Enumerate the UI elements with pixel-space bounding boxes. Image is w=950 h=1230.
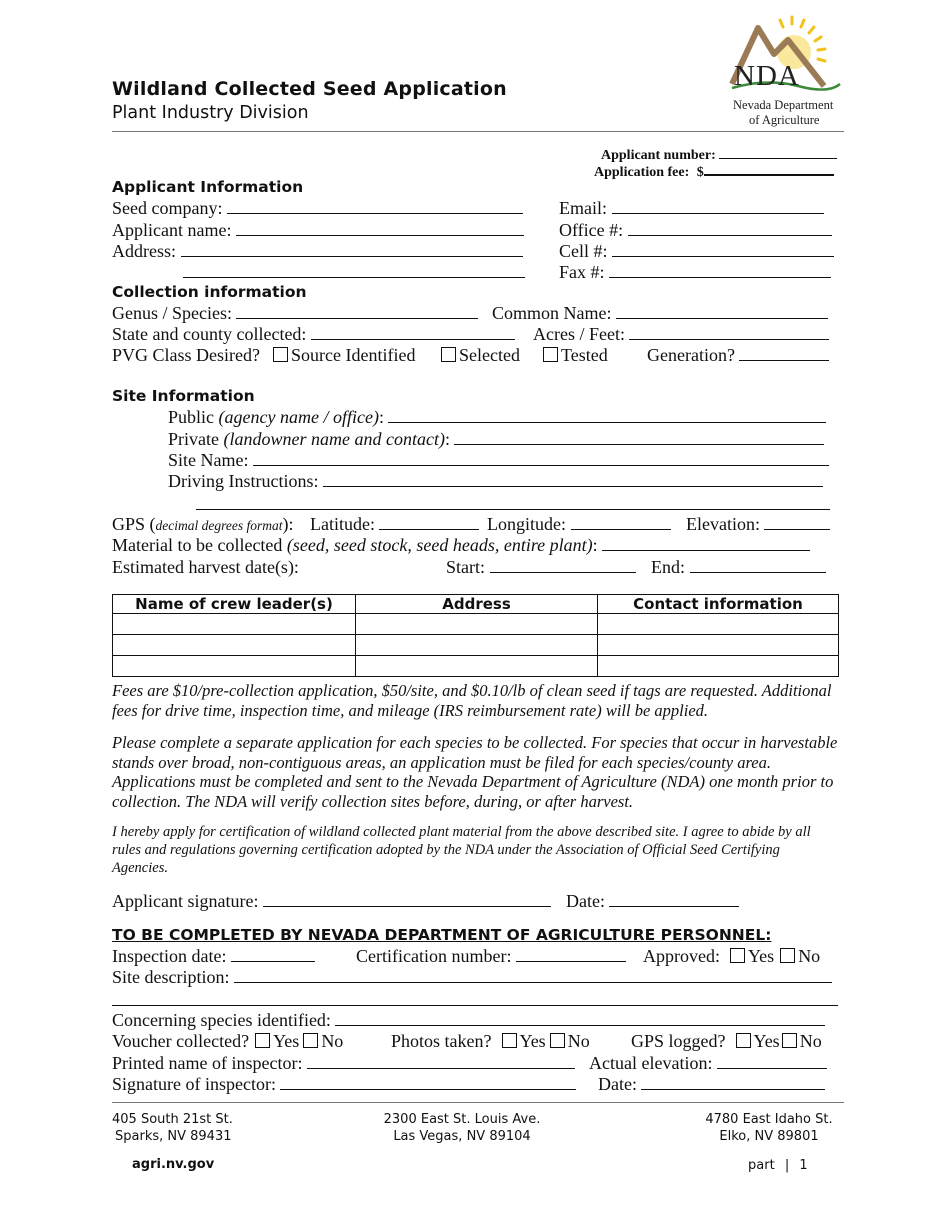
photos-no-checkbox[interactable] (550, 1033, 565, 1048)
voucher-no-label: No (321, 1031, 344, 1051)
tested-label: Tested (561, 345, 608, 365)
photos-yes-checkbox[interactable] (502, 1033, 517, 1048)
inspection-date-field[interactable] (231, 946, 315, 962)
fax-field[interactable] (609, 262, 831, 278)
crew-name-cell[interactable] (113, 635, 356, 656)
site-name-field[interactable] (253, 450, 829, 466)
cell-field[interactable] (612, 241, 834, 257)
elko-street: 4780 East Idaho St. (705, 1112, 833, 1127)
inspector-signature-label: Signature of inspector: (112, 1074, 276, 1094)
common-name-row (492, 303, 828, 323)
applicant-number-field[interactable] (719, 146, 837, 159)
harvest-start-row (446, 557, 636, 577)
email-field[interactable] (612, 198, 824, 214)
inspector-signature-field[interactable] (280, 1074, 576, 1090)
fax-row (559, 262, 831, 282)
gps-yes-checkbox[interactable] (736, 1033, 751, 1048)
source-identified-label: Source Identified (291, 345, 416, 365)
page-label: part (748, 1158, 775, 1173)
site-info-heading: Site Information (112, 387, 255, 405)
crew-table-header (113, 595, 839, 614)
crew-name-cell[interactable] (113, 614, 356, 635)
gps-logged-label: GPS logged? (631, 1031, 726, 1051)
voucher-row (112, 1031, 343, 1051)
fees-paragraph: Fees are $10/pre-collection application, $50/site, and $0.10/lb of clean seed if tags are requested. Additional fees for drive time, inspection time, and mileage (IRS reimbursement rate) will be applied. (112, 681, 832, 720)
site-description-field-2[interactable] (112, 990, 838, 1006)
currency-symbol: $ (696, 165, 704, 180)
latitude-field[interactable] (379, 514, 479, 530)
site-description-field-1[interactable] (234, 967, 832, 983)
longitude-label: Longitude: (487, 514, 566, 534)
seed-company-field[interactable] (227, 198, 523, 214)
division-subtitle: Plant Industry Division (112, 103, 309, 123)
form-title: Wildland Collected Seed Application (112, 78, 507, 100)
pvg-class-label: PVG Class Desired? (112, 345, 260, 365)
selected-checkbox[interactable] (441, 347, 456, 362)
certification-number-field[interactable] (516, 946, 626, 962)
material-row: Material to be collected (seed, seed stock, seed heads, entire plant): (112, 535, 810, 555)
instructions-paragraph: Please complete a separate application for each species to be collected. For species that occur in harvestable stands over broad, non-contiguous areas, an application must be filed for each species/county area. Applications must be completed and sent to the Nevada Department of Agriculture (NDA) one month prior to collection. The NDA will verify collection sites before, during, or after harvest. (112, 733, 838, 811)
crew-contact-cell[interactable] (598, 656, 839, 677)
pvg-option-selected[interactable] (441, 345, 520, 365)
harvest-start-field[interactable] (490, 557, 636, 573)
voucher-yes-checkbox[interactable] (255, 1033, 270, 1048)
inspector-date-label: Date: (598, 1074, 637, 1094)
genus-species-label: Genus / Species: (112, 303, 232, 323)
gps-no-label: No (799, 1031, 822, 1051)
voucher-label: Voucher collected? (112, 1031, 250, 1051)
approved-no-label: No (798, 946, 821, 966)
sparks-city: Sparks, NV 89431 (115, 1129, 232, 1144)
address-field-1[interactable] (181, 241, 523, 257)
private-field[interactable] (454, 429, 824, 445)
office-field[interactable] (628, 220, 832, 236)
applicant-number-label: Applicant number: (601, 148, 716, 163)
crew-address-cell[interactable] (356, 635, 598, 656)
certification-paragraph: I hereby apply for certification of wildland collected plant material from the above described site. I agree to abide by all rules and regulations governing certification adopted by the NDA under the Association of Official Seed Certifying Agencies. (112, 824, 811, 876)
certification-number-label: Certification number: (356, 946, 512, 966)
page-indicator (748, 1158, 808, 1173)
photos-yes-label: Yes (519, 1031, 546, 1051)
driving-field-1[interactable] (323, 471, 823, 487)
crew-address-column-header: Address (356, 595, 598, 614)
applicant-date-field[interactable] (609, 891, 739, 907)
material-hint: (seed, seed stock, seed heads, entire plant) (286, 535, 593, 555)
nda-section-heading: TO BE COMPLETED BY NEVADA DEPARTMENT OF AGRICULTURE PERSONNEL: (112, 926, 772, 944)
source-identified-checkbox[interactable] (273, 347, 288, 362)
footer-address-elko (694, 1111, 844, 1145)
harvest-end-label: End: (651, 557, 685, 577)
las-vegas-street: 2300 East St. Louis Ave. (383, 1112, 541, 1127)
gps-hint: decimal degrees format (155, 518, 283, 533)
logo-abbr: NDA (734, 60, 800, 92)
acres-feet-field[interactable] (629, 324, 829, 340)
pvg-option-tested[interactable] (543, 345, 608, 365)
actual-elevation-label: Actual elevation: (589, 1053, 713, 1073)
elevation-row (686, 514, 830, 534)
gps-row (112, 514, 294, 536)
concerning-species-field[interactable] (335, 1010, 825, 1026)
logo-line-2: of Agriculture (749, 113, 820, 127)
gps-logged-row (631, 1031, 822, 1051)
photos-no-label: No (567, 1031, 590, 1051)
concerning-species-label: Concerning species identified: (112, 1010, 331, 1030)
acres-feet-row (533, 324, 829, 344)
driving-row (168, 471, 823, 491)
address-label: Address: (112, 241, 176, 261)
material-label: Material to be collected (112, 535, 283, 555)
applicant-date-row (566, 891, 739, 911)
driving-label: Driving Instructions: (168, 471, 319, 491)
applicant-name-field[interactable] (236, 220, 524, 236)
cell-label: Cell #: (559, 241, 608, 261)
public-field[interactable] (388, 407, 826, 423)
certification-number-row (356, 946, 626, 966)
elko-city: Elko, NV 89801 (719, 1129, 819, 1144)
longitude-row (487, 514, 671, 534)
genus-species-row (112, 303, 478, 323)
state-county-row (112, 324, 515, 344)
approved-yes-checkbox[interactable] (730, 948, 745, 963)
longitude-field[interactable] (571, 514, 671, 530)
public-hint: (agency name / office) (218, 407, 379, 427)
site-description-row (112, 967, 832, 987)
applicant-name-row (112, 220, 524, 240)
genus-species-field[interactable] (236, 303, 478, 319)
printed-name-field[interactable] (307, 1053, 575, 1069)
site-name-label: Site Name: (168, 450, 249, 470)
photos-label: Photos taken? (391, 1031, 492, 1051)
site-name-row (168, 450, 829, 470)
collection-info-heading: Collection information (112, 283, 307, 301)
footer-address-sparks (112, 1111, 233, 1145)
public-label: Public (168, 407, 215, 427)
crew-contact-column-header: Contact information (598, 595, 839, 614)
nda-logo (728, 14, 844, 130)
harvest-end-field[interactable] (690, 557, 826, 573)
private-hint: (landowner name and contact) (223, 429, 445, 449)
application-fee-row (594, 162, 834, 181)
crew-contact-cell[interactable] (598, 635, 839, 656)
generation-field[interactable] (739, 345, 829, 361)
approved-label: Approved: (643, 946, 720, 966)
sparks-street: 405 South 21st St. (112, 1112, 233, 1127)
address-row (112, 241, 523, 261)
footer-divider (112, 1102, 844, 1103)
latitude-row (310, 514, 479, 534)
crew-name-cell[interactable] (113, 656, 356, 677)
footer-address-las-vegas (372, 1111, 552, 1145)
elevation-field[interactable] (764, 514, 830, 530)
seed-company-label: Seed company: (112, 198, 223, 218)
harvest-start-label: Start: (446, 557, 485, 577)
common-name-label: Common Name: (492, 303, 612, 323)
material-field[interactable] (602, 535, 810, 551)
gps-close: ): (282, 514, 294, 534)
harvest-label: Estimated harvest date(s): (112, 557, 299, 577)
private-label: Private (168, 429, 219, 449)
page-separator: | (784, 1158, 790, 1173)
printed-name-label: Printed name of inspector: (112, 1053, 303, 1073)
crew-address-cell[interactable] (356, 656, 598, 677)
table-row (113, 656, 839, 677)
approved-row (643, 946, 820, 966)
cell-row (559, 241, 834, 261)
crew-address-cell[interactable] (356, 614, 598, 635)
driving-field-2[interactable] (196, 494, 830, 510)
crew-contact-cell[interactable] (598, 614, 839, 635)
application-fee-label: Application fee: (594, 165, 690, 180)
voucher-no-checkbox[interactable] (303, 1033, 318, 1048)
generation-row (647, 345, 829, 365)
selected-label: Selected (459, 345, 520, 365)
applicant-signature-label: Applicant signature: (112, 891, 259, 911)
voucher-yes-label: Yes (273, 1031, 300, 1051)
gps-no-checkbox[interactable] (782, 1033, 797, 1048)
gps-label: GPS ( (112, 514, 156, 534)
actual-elevation-row (589, 1053, 827, 1073)
gps-yes-label: Yes (753, 1031, 780, 1051)
applicant-name-label: Applicant name: (112, 220, 232, 240)
website-link[interactable]: agri.nv.gov (132, 1157, 215, 1172)
applicant-signature-row (112, 891, 551, 911)
private-row: Private (landowner name and contact): (168, 429, 824, 449)
pvg-option-source-identified[interactable] (273, 345, 415, 365)
crew-leader-table (112, 594, 839, 677)
elevation-label: Elevation: (686, 514, 760, 534)
public-row: Public (agency name / office): (168, 407, 826, 427)
seed-company-row (112, 198, 523, 218)
state-county-label: State and county collected: (112, 324, 307, 344)
applicant-signature-field[interactable] (263, 891, 551, 907)
common-name-field[interactable] (616, 303, 828, 319)
address-field-2[interactable] (183, 262, 525, 278)
approved-yes-label: Yes (747, 946, 775, 966)
photos-row (391, 1031, 590, 1051)
inspection-date-label: Inspection date: (112, 946, 227, 966)
applicant-info-heading: Applicant Information (112, 178, 304, 196)
applicant-date-label: Date: (566, 891, 605, 911)
fax-label: Fax #: (559, 262, 605, 282)
approved-no-checkbox[interactable] (780, 948, 795, 963)
inspector-signature-row (112, 1074, 576, 1094)
office-label: Office #: (559, 220, 624, 240)
latitude-label: Latitude: (310, 514, 375, 534)
email-row (559, 198, 824, 218)
printed-name-row (112, 1053, 575, 1073)
page-number: 1 (799, 1158, 808, 1173)
state-county-field[interactable] (311, 324, 515, 340)
table-row (113, 614, 839, 635)
las-vegas-city: Las Vegas, NV 89104 (393, 1129, 531, 1144)
inspector-date-field[interactable] (641, 1074, 825, 1090)
crew-name-column-header: Name of crew leader(s) (113, 595, 356, 614)
office-row (559, 220, 832, 240)
generation-label: Generation? (647, 345, 735, 365)
harvest-end-row (651, 557, 826, 577)
site-description-label: Site description: (112, 967, 230, 987)
actual-elevation-field[interactable] (717, 1053, 827, 1069)
concerning-species-row (112, 1010, 825, 1030)
tested-checkbox[interactable] (543, 347, 558, 362)
email-label: Email: (559, 198, 607, 218)
inspection-date-row (112, 946, 315, 966)
application-fee-field[interactable] (704, 162, 834, 176)
logo-line-1: Nevada Department (733, 98, 834, 112)
inspector-date-row (598, 1074, 825, 1094)
header-divider (112, 131, 844, 132)
acres-feet-label: Acres / Feet: (533, 324, 625, 344)
table-row (113, 635, 839, 656)
